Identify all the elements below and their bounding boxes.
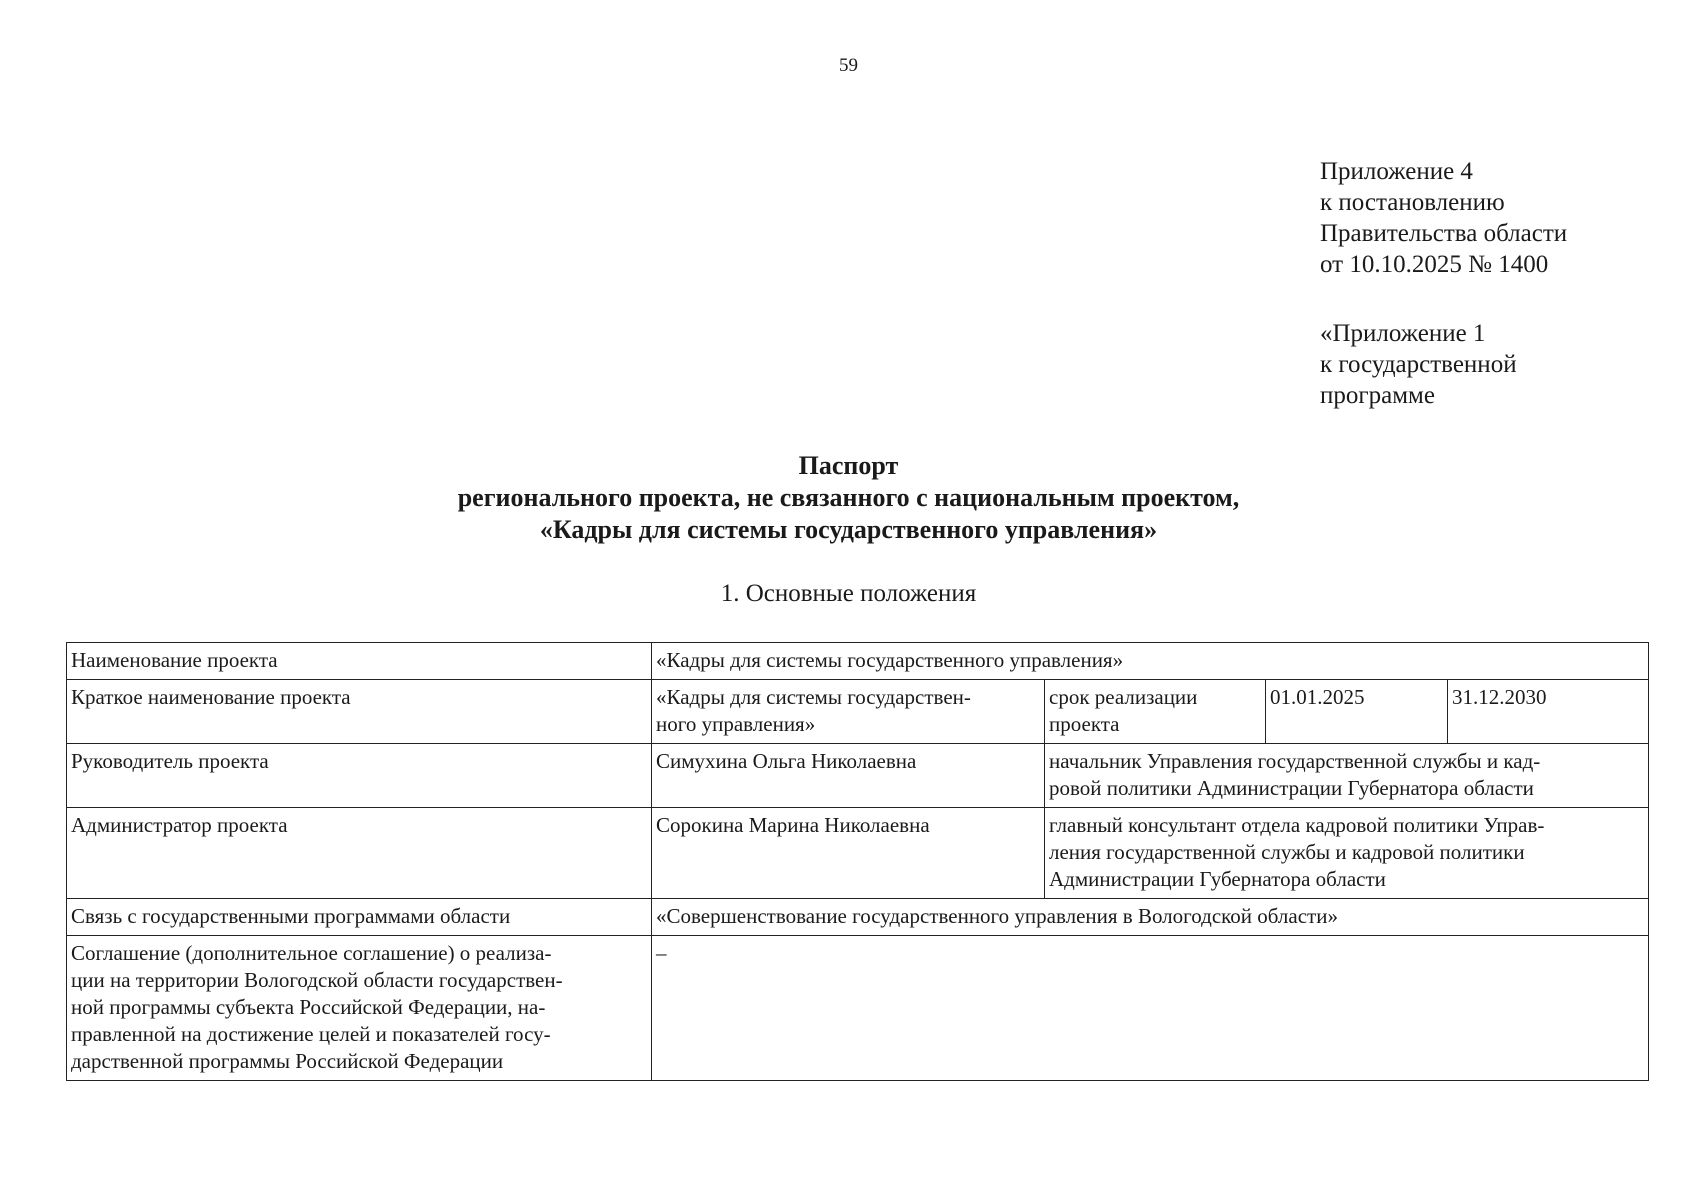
table-row [67,744,1649,808]
row-label: Наименование проекта [67,643,652,680]
table-row [67,936,1649,1081]
appendix-note [1320,156,1567,280]
appendix-program-note [1320,318,1517,411]
row-label: Руководитель проекта [67,744,652,808]
title-line: регионального проекта, не связанного с национальным проектом, [457,483,1240,512]
appendix-line: Приложение 4 [1320,158,1473,185]
row-value: «Кадры для системы государственного управления» [652,643,1649,680]
term-label: срок реализации проекта [1045,680,1266,744]
person-name: Симухина Ольга Николаевна [652,744,1045,808]
person-name: Сорокина Марина Николаевна [652,808,1045,899]
row-label: Соглашение (дополнительное соглашение) о реализа- ции на территории Вологодской области государствен- ной программы субъекта Российской Федерации, на- правленной на достижение целей и показателей госу- дарственной программы Российской Федерации [67,936,652,1081]
section-heading: 1. Основные положения [720,580,977,607]
appendix-line: к постановлению [1320,189,1505,216]
title-line: Паспорт [798,451,899,480]
table-row [67,680,1649,744]
table-row [67,808,1649,899]
appendix-line: Правительства области [1320,220,1568,247]
appendix-line: «Приложение 1 [1320,320,1486,347]
person-position: начальник Управления государственной службы и кад- ровой политики Администрации Губернатора области [1045,744,1649,808]
row-label: Связь с государственными программами области [67,899,652,936]
term-end: 31.12.2030 [1448,680,1649,744]
table-row [67,899,1649,936]
row-value: – [652,936,1649,1081]
document-title [0,450,1697,546]
passport-table [66,642,1649,1081]
appendix-line: программе [1320,382,1435,409]
row-label: Краткое наименование проекта [67,680,652,744]
row-value: «Совершенствование государственного управления в Вологодской области» [652,899,1649,936]
appendix-line: к государственной [1320,351,1517,378]
page-number: 59 [839,55,858,76]
row-value: «Кадры для системы государствен- ного управления» [652,680,1045,744]
row-label: Администратор проекта [67,808,652,899]
table-row [67,643,1649,680]
person-position: главный консультант отдела кадровой политики Управ- ления государственной службы и кадровой политики Администрации Губернатора области [1045,808,1649,899]
appendix-line: от 10.10.2025 № 1400 [1320,251,1549,278]
title-line: «Кадры для системы государственного управления» [539,515,1158,544]
term-start: 01.01.2025 [1266,680,1448,744]
